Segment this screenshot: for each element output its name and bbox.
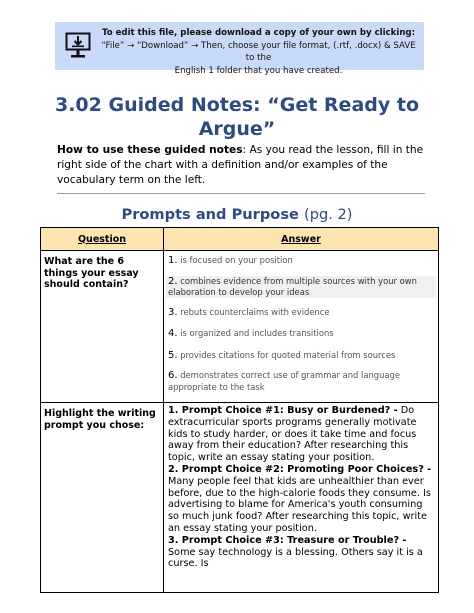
- prompt-choice-2[interactable]: 2. Prompt Choice #2: Promoting Poor Choices? - Many people feel that kids are unhealthier than ever before, due to the high-calorie foods they consume. Is advertising to blame for America's youth consuming so much junk food? After researching this topic, write an essay stating your position.: [168, 463, 432, 534]
- section-title-text: Prompts and Purpose: [121, 206, 305, 223]
- banner-text: [97, 27, 420, 77]
- page-title-line-1: 3.02 Guided Notes: “Get Ready to: [54, 94, 419, 116]
- table-header-row: [41, 228, 439, 251]
- instructions-label: How to use these guided notes: [57, 144, 243, 156]
- download-instructions-banner: [55, 22, 424, 76]
- answer-item[interactable]: 2. combines evidence from multiple sources with your own elaboration to develop your ideas: [166, 276, 436, 298]
- header-answer: Answer: [164, 228, 439, 251]
- notes-table: [40, 227, 439, 593]
- banner-line-3: English 1 folder that you have created.: [174, 65, 343, 76]
- answer-item[interactable]: 1. is focused on your position: [168, 255, 293, 266]
- prompt-choices-cell[interactable]: [164, 403, 439, 593]
- table-row: [41, 403, 439, 593]
- answer-item[interactable]: 6. demonstrates correct use of grammar and language appropriate to the task: [168, 370, 401, 392]
- page-title: [40, 93, 434, 141]
- download-to-computer-icon: [65, 32, 91, 60]
- header-question: Question: [41, 228, 164, 251]
- section-title: [40, 205, 434, 225]
- instructions-text: : As you read the lesson, fill in the right side of the chart with a definition and/or examples of the vocabulary term on the left.: [57, 144, 424, 187]
- instructions-paragraph: [57, 143, 425, 189]
- answer-item[interactable]: 3. rebuts counterclaims with evidence: [168, 306, 330, 318]
- question-cell: What are the 6 things your essay should contain?: [41, 251, 164, 403]
- page-title-line-2: Argue”: [198, 118, 276, 140]
- table-row: [41, 251, 439, 403]
- divider-rule: [57, 193, 425, 194]
- prompt-choice-1[interactable]: 1. Prompt Choice #1: Busy or Burdened? - Do extracurricular sports programs generally motivate kids to study harder, or does it take time and focus away from their education? After researching this topic, write an essay stating your position.: [168, 405, 417, 464]
- answer-item[interactable]: 5. provides citations for quoted material from sources: [168, 349, 396, 361]
- banner-line-1: To edit this file, please download a copy of your own by clicking:: [101, 28, 416, 38]
- answer-item[interactable]: 4. is organized and includes transitions: [168, 328, 334, 339]
- section-page-ref: (pg. 2): [304, 206, 353, 223]
- question-cell: Highlight the writing prompt you chose:: [41, 403, 164, 593]
- banner-line-2: “File” → “Download” → Then, choose your file format, (.rtf, .docx) & SAVE to the: [101, 40, 416, 63]
- prompt-choice-3[interactable]: 3. Prompt Choice #3: Treasure or Trouble? - Some say technology is a blessing. Others say it is a curse. Is: [168, 534, 423, 570]
- answer-cell[interactable]: [164, 251, 439, 403]
